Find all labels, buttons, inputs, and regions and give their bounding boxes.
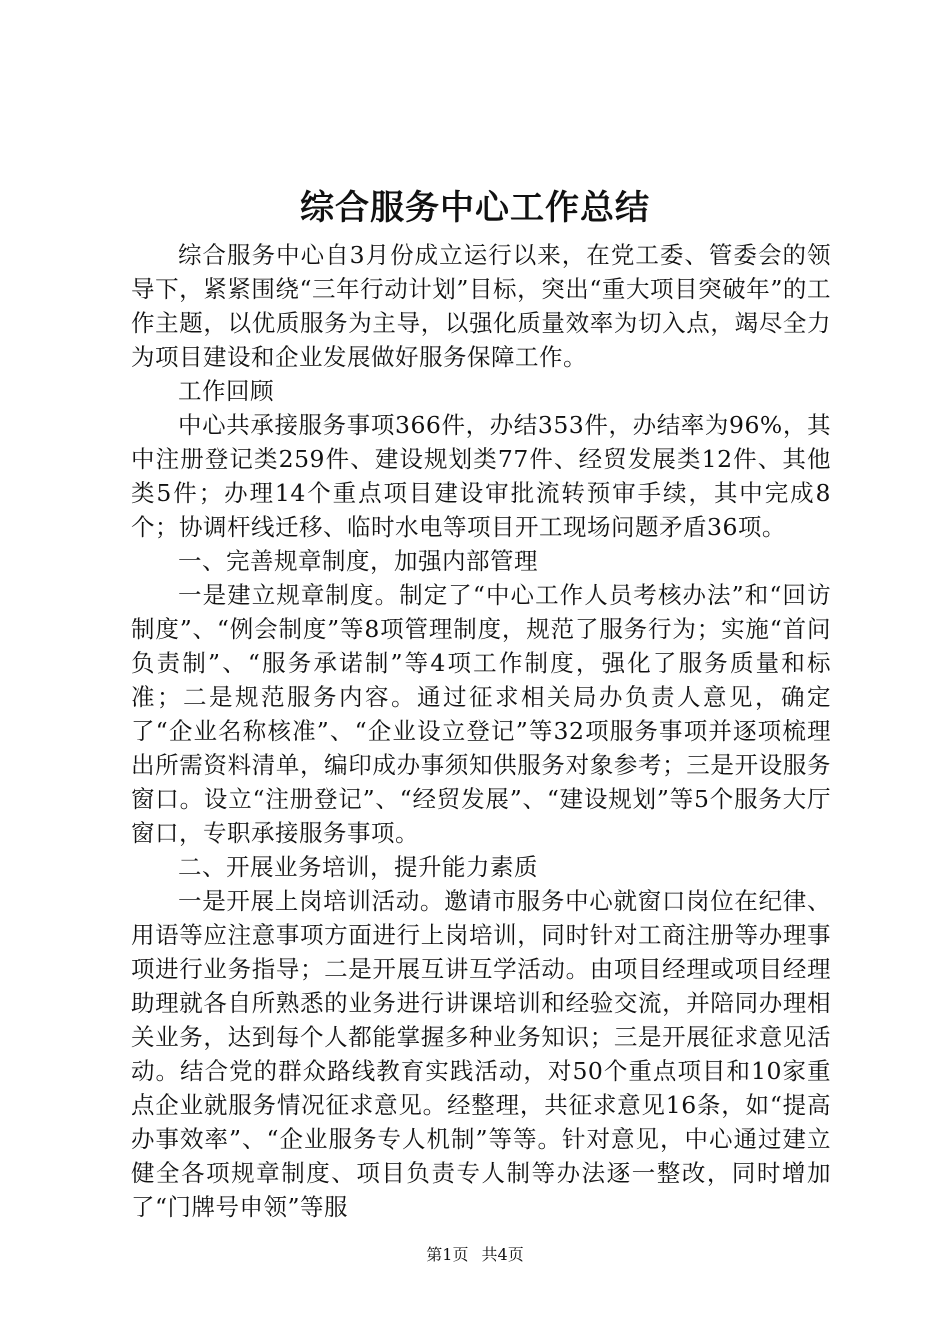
section-heading-training: 二、开展业务培训，提升能力素质 (178, 853, 538, 881)
paragraph-intro: 综合服务中心自3月份成立运行以来，在党工委、管委会的领导下，紧紧围绕“三年行动计划”目标，突出“重大项目突破年”的工作主题，以优质服务为主导，以强化质量效率为切入点，竭尽全力为项目建设和企业发展做好服务保障工作。 (131, 241, 831, 371)
paragraph-statistics: 中心共承接服务事项366件，办结353件，办结率为96%，其中注册登记类259件、建设规划类77件、经贸发展类12件、其他类5件；办理14个重点项目建设审批流转预审手续，其中完成8个；协调杆线迁移、临时水电等项目开工现场问题矛盾36项。 (131, 411, 831, 541)
document-title: 综合服务中心工作总结 (300, 188, 650, 228)
page-total: 共4页 (481, 1245, 524, 1264)
page-footer (0, 1244, 950, 1266)
paragraph-rules: 一是建立规章制度。制定了“中心工作人员考核办法”和“回访制度”、“例会制度”等8项管理制度，规范了服务行为；实施“首问负责制”、“服务承诺制”等4项工作制度，强化了服务质量和标准；二是规范服务内容。通过征求相关局办负责人意见，确定了“企业名称核准”、“企业设立登记”等32项服务事项并逐项梳理出所需资料清单，编印成办事须知供服务对象参考；三是开设服务窗口。设立“注册登记”、“经贸发展”、“建设规划”等5个服务大厅窗口，专职承接服务事项。 (131, 581, 831, 847)
paragraph-training: 一是开展上岗培训活动。邀请市服务中心就窗口岗位在纪律、用语等应注意事项方面进行上岗培训，同时针对工商注册等办理事项进行业务指导；二是开展互讲互学活动。由项目经理或项目经理助理就各自所熟悉的业务进行讲课培训和经验交流，并陪同办理相关业务，达到每个人都能掌握多种业务知识；三是开展征求意见活动。结合党的群众路线教育实践活动，对50个重点项目和10家重点企业就服务情况征求意见。经整理，共征求意见16条，如“提高办事效率”、“企业服务专人机制”等等。针对意见，中心通过建立健全各项规章制度、项目负责专人制等办法逐一整改，同时增加了“门牌号申领”等服 (131, 887, 831, 1221)
document-body (131, 238, 831, 1224)
section-heading-rules: 一、完善规章制度，加强内部管理 (178, 547, 538, 575)
section-heading-review: 工作回顾 (178, 377, 274, 405)
page-number: 第1页 (426, 1245, 469, 1264)
